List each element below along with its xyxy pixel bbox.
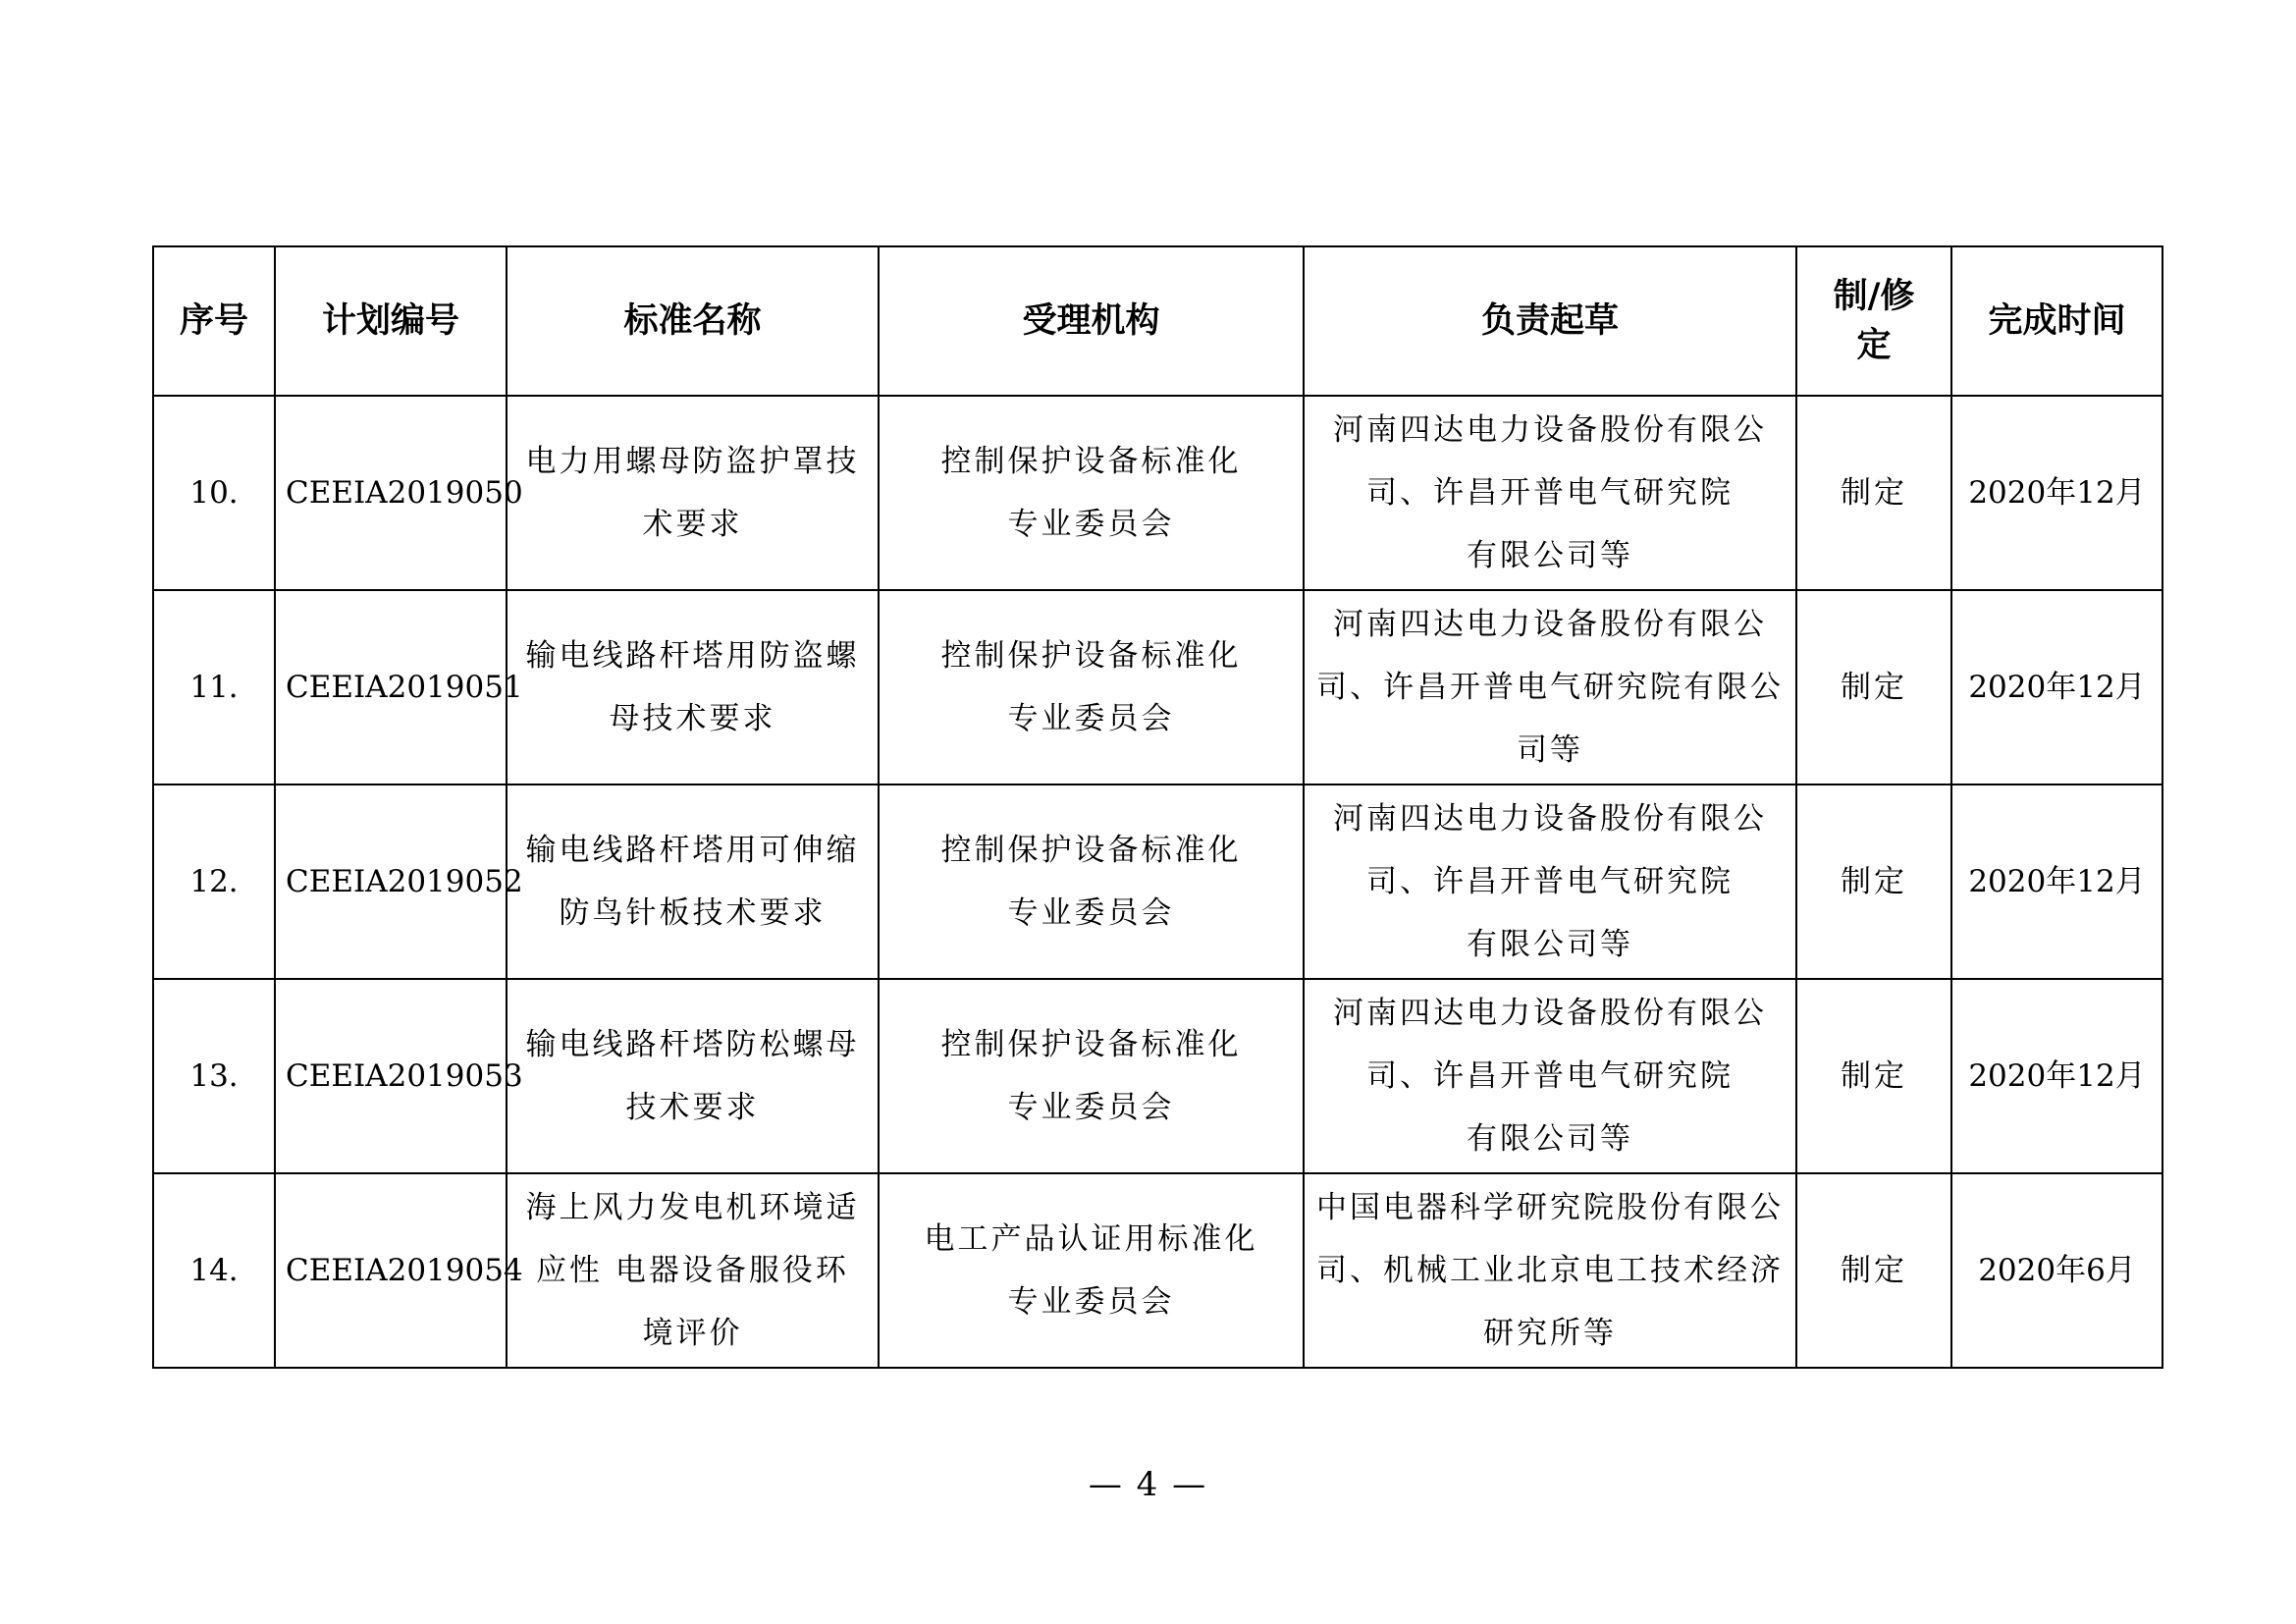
cell-plan-no: CEEIA2019054 (275, 1173, 507, 1368)
cell-agency-line: 控制保护设备标准化 (940, 833, 1242, 868)
cell-standard-name (507, 396, 879, 590)
cell-drafter-line: 司、机械工业北京电工技术经济 (1316, 1253, 1784, 1288)
cell-drafter (1304, 396, 1796, 590)
cell-type: 制定 (1796, 590, 1951, 785)
table-header-row (153, 246, 2163, 396)
header-standard-name: 标准名称 (507, 246, 879, 396)
header-agency: 受理机构 (879, 246, 1304, 396)
cell-drafter-line: 司、许昌开普电气研究院有限公 (1316, 670, 1784, 705)
cell-agency-line: 专业委员会 (1007, 701, 1175, 736)
cell-drafter (1304, 785, 1796, 979)
page-number: — 4 — (1088, 1465, 1208, 1504)
cell-completion: 2020年12月 (1951, 979, 2163, 1173)
cell-drafter-line: 河南四达电力设备股份有限公 (1333, 412, 1767, 448)
cell-type: 制定 (1796, 1173, 1951, 1368)
cell-drafter-line: 中国电器科学研究院股份有限公 (1316, 1190, 1784, 1225)
cell-seq: 13. (153, 979, 275, 1173)
cell-type: 制定 (1796, 979, 1951, 1173)
cell-agency (879, 1173, 1304, 1368)
cell-drafter (1304, 590, 1796, 785)
cell-type: 制定 (1796, 396, 1951, 590)
table-row (153, 979, 2163, 1173)
cell-standard-name-line: 防鸟针板技术要求 (559, 895, 827, 931)
cell-seq: 11. (153, 590, 275, 785)
cell-standard-name-line: 输电线路杆塔用可伸缩 (525, 833, 860, 868)
header-completion: 完成时间 (1951, 246, 2163, 396)
cell-standard-name-line: 海上风力发电机环境适 (525, 1190, 860, 1225)
table-row (153, 396, 2163, 590)
cell-drafter-line: 司等 (1517, 732, 1583, 768)
cell-completion: 2020年12月 (1951, 785, 2163, 979)
header-type-line: 定 (1856, 326, 1892, 365)
cell-standard-name-line: 输电线路杆塔防松螺母 (525, 1027, 860, 1062)
standards-plan-table (152, 245, 2163, 1369)
cell-agency-line: 专业委员会 (1007, 1284, 1175, 1320)
cell-completion: 2020年12月 (1951, 590, 2163, 785)
cell-standard-name (507, 590, 879, 785)
cell-type: 制定 (1796, 785, 1951, 979)
cell-drafter-line: 有限公司等 (1467, 1121, 1633, 1157)
cell-standard-name-line: 电力用螺母防盗护罩技 (525, 444, 860, 479)
cell-plan-no: CEEIA2019053 (275, 979, 507, 1173)
cell-standard-name-line: 输电线路杆塔用防盗螺 (525, 638, 860, 674)
cell-standard-name-line: 术要求 (642, 507, 743, 542)
cell-standard-name-line: 境评价 (642, 1316, 743, 1351)
cell-seq: 12. (153, 785, 275, 979)
table-row (153, 785, 2163, 979)
cell-plan-no: CEEIA2019050 (275, 396, 507, 590)
cell-standard-name-line: 母技术要求 (609, 701, 776, 736)
cell-completion: 2020年12月 (1951, 396, 2163, 590)
cell-agency-line: 专业委员会 (1007, 1090, 1175, 1125)
table-body (153, 396, 2163, 1368)
header-drafter: 负责起草 (1304, 246, 1796, 396)
cell-seq: 10. (153, 396, 275, 590)
cell-drafter-line: 河南四达电力设备股份有限公 (1333, 801, 1767, 837)
cell-standard-name (507, 979, 879, 1173)
cell-standard-name-line: 技术要求 (625, 1090, 760, 1125)
cell-drafter-line: 司、许昌开普电气研究院 (1366, 1058, 1734, 1094)
header-plan-no: 计划编号 (275, 246, 507, 396)
cell-plan-no: CEEIA2019052 (275, 785, 507, 979)
cell-agency-line: 专业委员会 (1007, 507, 1175, 542)
cell-agency (879, 979, 1304, 1173)
cell-drafter-line: 河南四达电力设备股份有限公 (1333, 996, 1767, 1031)
cell-agency (879, 785, 1304, 979)
cell-drafter (1304, 1173, 1796, 1368)
cell-agency (879, 590, 1304, 785)
cell-agency-line: 控制保护设备标准化 (940, 1027, 1242, 1062)
cell-drafter-line: 司、许昌开普电气研究院 (1366, 475, 1734, 511)
cell-drafter-line: 河南四达电力设备股份有限公 (1333, 607, 1767, 642)
cell-drafter (1304, 979, 1796, 1173)
cell-standard-name (507, 1173, 879, 1368)
cell-plan-no: CEEIA2019051 (275, 590, 507, 785)
cell-seq: 14. (153, 1173, 275, 1368)
cell-standard-name-line: 应性 电器设备服役环 (536, 1253, 849, 1288)
table-row (153, 1173, 2163, 1368)
cell-drafter-line: 司、许昌开普电气研究院 (1366, 864, 1734, 899)
cell-drafter-line: 有限公司等 (1467, 927, 1633, 962)
cell-agency (879, 396, 1304, 590)
cell-agency-line: 控制保护设备标准化 (940, 638, 1242, 674)
cell-standard-name (507, 785, 879, 979)
cell-agency-line: 电工产品认证用标准化 (924, 1221, 1258, 1257)
header-type (1796, 246, 1951, 396)
cell-completion: 2020年6月 (1951, 1173, 2163, 1368)
cell-drafter-line: 有限公司等 (1467, 538, 1633, 573)
header-type-line: 制/修 (1833, 277, 1915, 316)
cell-drafter-line: 研究所等 (1483, 1316, 1617, 1351)
cell-agency-line: 控制保护设备标准化 (940, 444, 1242, 479)
cell-agency-line: 专业委员会 (1007, 895, 1175, 931)
header-seq: 序号 (153, 246, 275, 396)
table-row (153, 590, 2163, 785)
